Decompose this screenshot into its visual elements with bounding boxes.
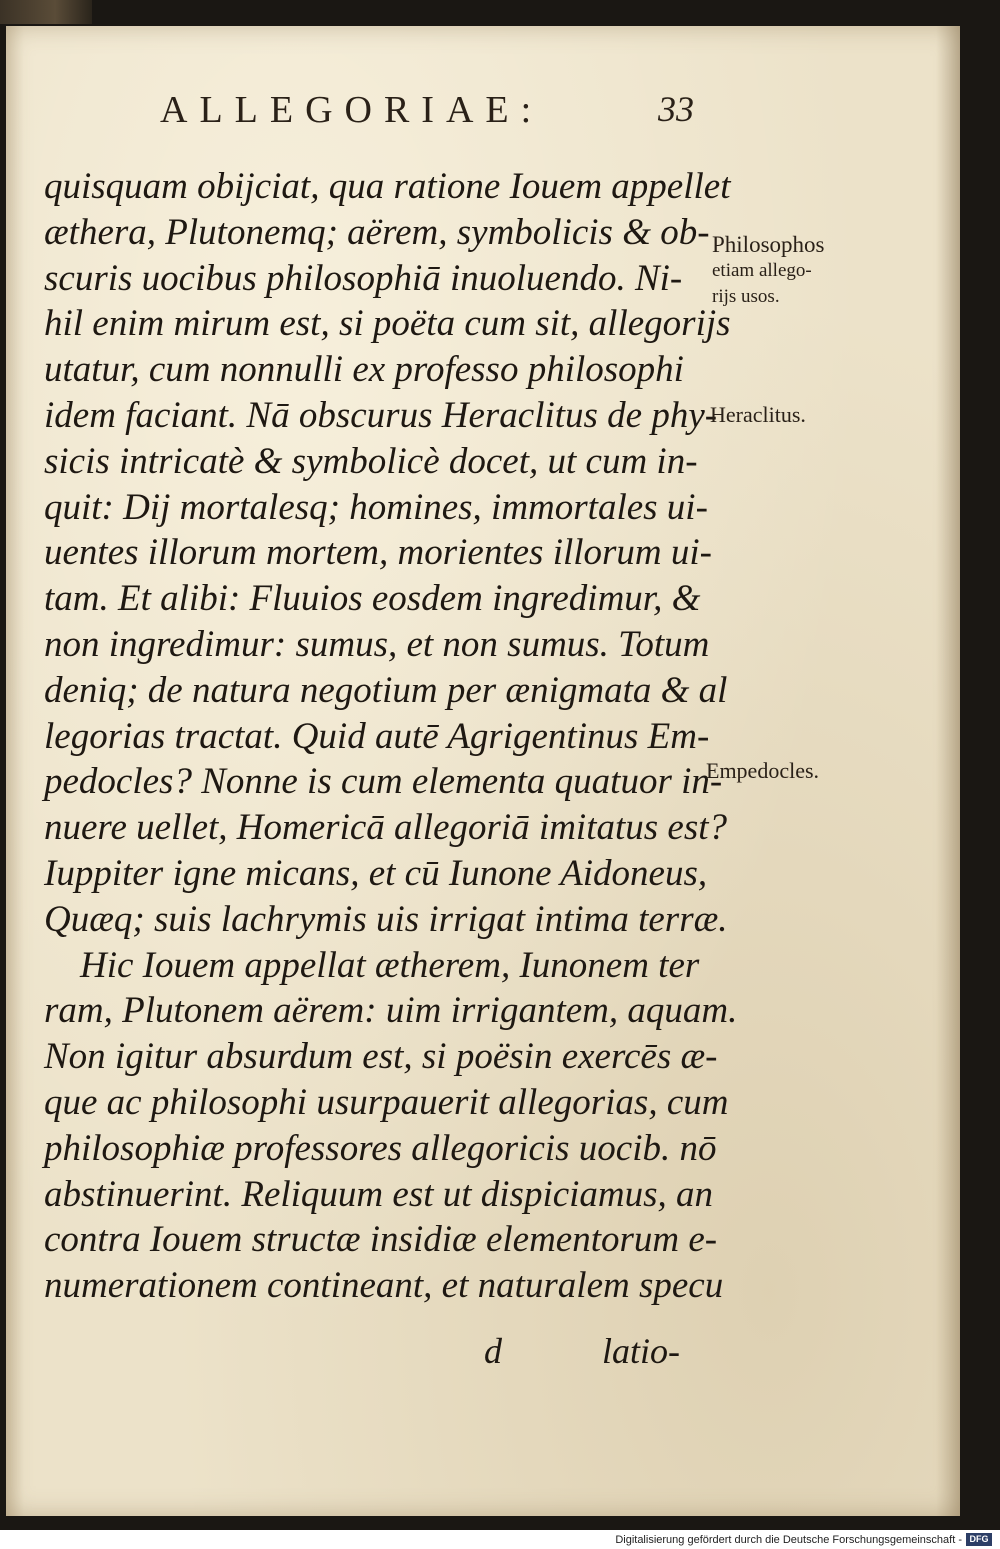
text-line: legorias tractat. Quid autē Agrigentinus Em-: [44, 715, 710, 757]
text-line: utatur, cum nonnulli ex professo philosophi: [44, 349, 684, 391]
text-line: ram, Plutonem aërem: uim irrigantem, aquam.: [44, 990, 738, 1032]
dfg-logo-icon: DFG: [966, 1533, 992, 1546]
text-line: contra Iouem structæ insidiæ elementorum e-: [44, 1219, 718, 1261]
text-line: tam. Et alibi: Fluuios eosdem ingredimur, &: [44, 578, 701, 620]
text-line: non ingredimur: sumus, et non sumus. Totum: [44, 623, 710, 665]
text-line: quit: Dij mortalesq; homines, immortales ui-: [44, 486, 708, 528]
text-line: scuris uocibus philosophiā inuoluendo. Ni-: [44, 257, 683, 299]
catchword: latio-: [602, 1331, 680, 1371]
text-line: numerationem contineant, et naturalem specu: [44, 1265, 724, 1307]
text-line: philosophiæ professores allegoricis uocib. nō: [44, 1127, 717, 1169]
text-line: hil enim mirum est, si poëta cum sit, allegorijs: [44, 303, 731, 345]
marginal-note-line: etiam allego-: [712, 260, 812, 281]
text-line: Non igitur absurdum est, si poësin exercēs æ-: [44, 1036, 718, 1078]
text-line: que ac philosophi usurpauerit allegorias, cum: [44, 1081, 729, 1123]
marginal-note-heraclitus: Heraclitus.: [710, 402, 806, 427]
text-line: deniq; de natura negotium per ænigmata & al: [44, 669, 728, 711]
main-text-block: [44, 164, 738, 1309]
book-binding-edge: [0, 0, 92, 24]
marginal-note-line: Philosophos: [712, 232, 825, 257]
digitization-credit: Digitalisierung gefördert durch die Deutsche Forschungsgemeinschaft -: [615, 1534, 962, 1546]
text-line: sicis intricatè & symbolicè docet, ut cum in-: [44, 440, 698, 482]
page-number: 33: [658, 89, 694, 129]
text-line: Iuppiter igne micans, et cū Iunone Aidoneus,: [44, 852, 708, 894]
text-line: quisquam obijciat, qua ratione Iouem appellet: [44, 166, 731, 207]
text-line: abstinuerint. Reliquum est ut dispiciamus, an: [44, 1173, 714, 1215]
marginal-note-philosophos: [712, 232, 824, 310]
signature-mark: d: [484, 1331, 502, 1371]
marginal-note-line: rijs usos.: [712, 286, 780, 307]
text-line: æthera, Plutonemq; aërem, symbolicis & ob-: [44, 211, 710, 253]
text-line: Hic Iouem appellat ætherem, Iunonem ter: [80, 944, 700, 986]
text-line: idem faciant. Nā obscurus Heraclitus de phy-: [44, 394, 718, 436]
text-line: Quæq; suis lachrymis uis irrigat intima terræ.: [44, 898, 728, 940]
text-line: uentes illorum mortem, morientes illorum ui-: [44, 532, 713, 574]
marginal-note-empedocles: Empedocles.: [706, 758, 820, 783]
running-title: ALLEGORIAE:: [160, 89, 544, 131]
text-line: nuere uellet, Homericā allegoriā imitatus est?: [44, 807, 728, 849]
text-line: pedocles? Nonne is cum elementa quatuor in-: [44, 761, 723, 803]
